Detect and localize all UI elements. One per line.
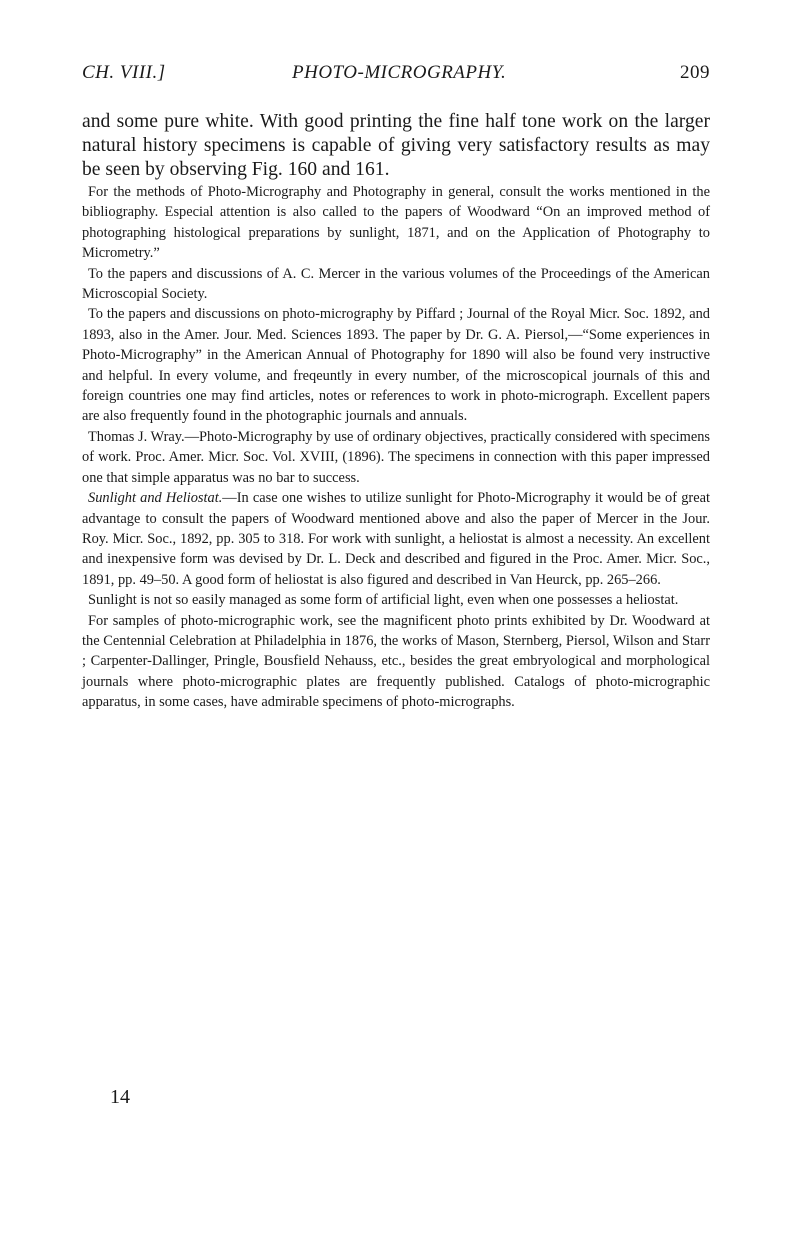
- note-paragraph: For the methods of Photo-Micrography and Photography in general, consult the works mentioned in the bibliography. Especial attention is also called to the papers of Woodward “On an improved method of photographing histological preparations by sunlight, 1871, and on the Application of Photography to Micrometry.”: [82, 184, 710, 262]
- note-paragraph: To the papers and discussions on photo-micrography by Piffard ; Journal of the Royal Micr. Soc. 1892, and 1893, also in the Amer. Jour. Med. Sciences 1893. The paper by Dr. G. A. Piersol,—“Some experiences in Photo-Micrography” in the American Annual of Photography for 1890 will also be found very instructive and helpful. In every volume, and freqeuntly in every number, of the microscopical journals of this and foreign countries one may find articles, notes or references to work in photo-micrograph. Excellent papers are also frequently found in the photographic journals and annuals.: [82, 306, 710, 425]
- page-body: [82, 110, 710, 713]
- note-paragraph: For samples of photo-micrographic work, see the magnificent photo prints exhibited by Dr. Woodward at the Centennial Celebration at Philadelphia in 1876, the works of Mason, Sternberg, Piersol, Wilson and Starr ; Carpenter-Dallinger, Pringle, Bousfield Nehauss, etc., besides the great embryological and morphological journals where photo-micrographic plates are frequently published. Catalogs of photo-micrographic apparatus, in some cases, have admirable specimens of photo-micrographs.: [82, 612, 710, 711]
- sunlight-note: [82, 488, 710, 590]
- note-paragraph: Sunlight is not so easily managed as some form of artificial light, even when one possesses a heliostat.: [88, 592, 679, 609]
- running-head: [82, 62, 710, 92]
- running-title: PHOTO-MICROGRAPHY.: [292, 62, 507, 83]
- lead-paragraph: and some pure white. With good printing the fine half tone work on the larger natural history specimens is capable of giving very satisfactory results as may be seen by observing Fig. 160 and 161.: [82, 111, 710, 180]
- chapter-label: CH. VIII.]: [82, 62, 166, 83]
- note-paragraph: To the papers and discussions of A. C. Mercer in the various volumes of the Proceedings of the American Microscopial Society.: [82, 265, 710, 303]
- sunlight-text: —In case one wishes to utilize sunlight for Photo-Micrography it would be of great advantage to consult the papers of Woodward mentioned above and also the paper of Mercer in the Jour. Roy. Micr. Soc., 1892, pp. 305 to 318. For work with sunlight, a heliostat is almost a necessity. An excellent and inexpensive form was devised by Dr. L. Deck and described and figured in the Proc. Amer. Micr. Soc., 1891, pp. 49–50. A good form of heliostat is also figured and described in Van Heurck, pp. 265–266.: [82, 490, 710, 588]
- sunlight-heading: Sunlight and Heliostat.: [88, 490, 223, 507]
- note-paragraph: Thomas J. Wray.—Photo-Micrography by use of ordinary objectives, practically considered with specimens of work. Proc. Amer. Micr. Soc. Vol. XVIII, (1896). The specimens in connection with this paper impressed one that simple apparatus was no bar to success.: [82, 428, 710, 486]
- signature-mark: 14: [110, 1086, 130, 1108]
- page-number: 209: [680, 62, 710, 83]
